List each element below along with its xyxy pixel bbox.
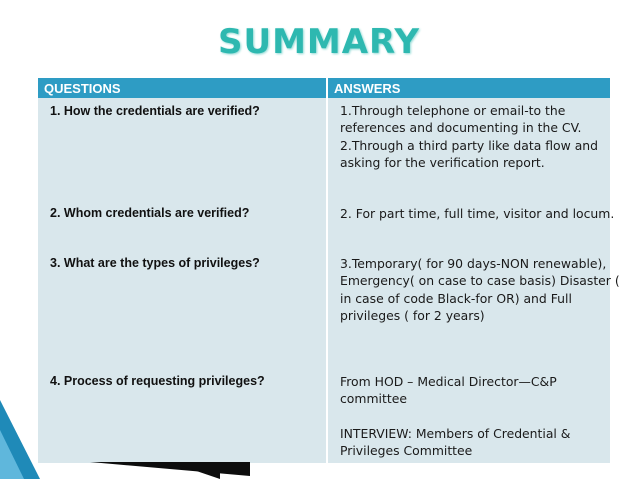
question-1: 1. How the credentials are verified? (50, 104, 260, 118)
answer-5: INTERVIEW: Members of Credential & Privileges Committee (340, 426, 571, 459)
answer-4: From HOD – Medical Director—C&P committee (340, 374, 557, 407)
corner-decoration-light (0, 430, 24, 479)
question-2: 2. Whom credentials are verified? (50, 206, 250, 220)
page-title: SUMMARY (217, 22, 421, 62)
table-header-row (38, 78, 610, 98)
answers-header: ANSWERS (327, 78, 610, 98)
questions-header: QUESTIONS (38, 78, 327, 98)
bottom-stripe-decoration-2 (170, 462, 220, 479)
answer-3: 3.Temporary( for 90 days-NON renewable), Emergency( on case to case basis) Disaster ( in case of code Black-for OR) and Full privileges ( for 2 years) (340, 256, 620, 323)
questions-cell (38, 98, 327, 463)
answers-cell (327, 98, 620, 463)
question-3: 3. What are the types of privileges? (50, 256, 260, 270)
answer-1: 1.Through telephone or email-to the references and documenting in the CV. 2.Through a third party like data flow and asking for the verification report. (340, 103, 599, 170)
question-4: 4. Process of requesting privileges? (50, 374, 265, 388)
summary-table (38, 78, 620, 463)
table-row (38, 98, 610, 463)
answer-2: 2. For part time, full time, visitor and locum. (340, 206, 615, 221)
